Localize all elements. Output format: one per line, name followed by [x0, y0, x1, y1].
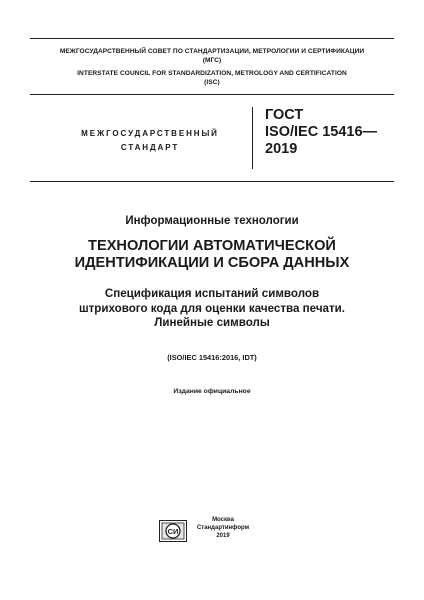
publisher-imprint — [196, 517, 250, 540]
subtitle-line1: Спецификация испытаний символов — [104, 287, 320, 300]
council-name-ru — [30, 48, 394, 65]
standard-designation — [252, 107, 377, 169]
council-ru-line2: (МГС) — [202, 56, 222, 64]
designation-line2: ISO/IEC 15416— — [265, 124, 378, 140]
logo-text: СИ — [167, 526, 179, 536]
lower-divider — [30, 181, 394, 182]
middle-divider — [30, 94, 394, 95]
publisher-year: 2019 — [216, 532, 230, 539]
council-en-line2: (ISC) — [204, 78, 220, 86]
standard-label-line2: СТАНДАРТ — [120, 143, 180, 152]
designation-line3: 2019 — [265, 141, 298, 157]
title-line1: ТЕХНОЛОГИИ АВТОМАТИЧЕСКОЙ — [88, 238, 336, 254]
subtitle-line2: штрихового кода для оценки качества печати. — [78, 301, 346, 315]
document-subtitle — [40, 287, 384, 331]
standartinform-logo-icon — [159, 520, 187, 542]
document-title — [40, 238, 384, 272]
standard-type-label — [70, 127, 230, 155]
designation-line1: ГОСТ — [265, 107, 304, 123]
council-en-line1: INTERSTATE COUNCIL FOR STANDARDIZATION, METROLOGY AND CERTIFICATION — [77, 70, 347, 77]
top-divider — [30, 38, 394, 39]
council-ru-line1: МЕЖГОСУДАРСТВЕННЫЙ СОВЕТ ПО СТАНДАРТИЗАЦИИ, МЕТРОЛОГИИ И СЕРТИФИКАЦИИ — [59, 48, 365, 55]
council-name-en — [30, 70, 394, 87]
subject-heading: Информационные технологии — [125, 215, 299, 227]
edition-note: Издание официальное — [173, 388, 251, 395]
standard-label-line1: МЕЖГОСУДАРСТВЕННЫЙ — [81, 129, 219, 138]
title-line2: ИДЕНТИФИКАЦИИ И СБОРА ДАННЫХ — [74, 255, 350, 271]
iso-reference: (ISO/IEC 15416:2016, IDT) — [167, 353, 257, 362]
publisher-name: Стандартинформ — [196, 524, 250, 531]
subtitle-line3: Линейные символы — [154, 316, 270, 329]
publisher-city: Москва — [212, 517, 234, 523]
